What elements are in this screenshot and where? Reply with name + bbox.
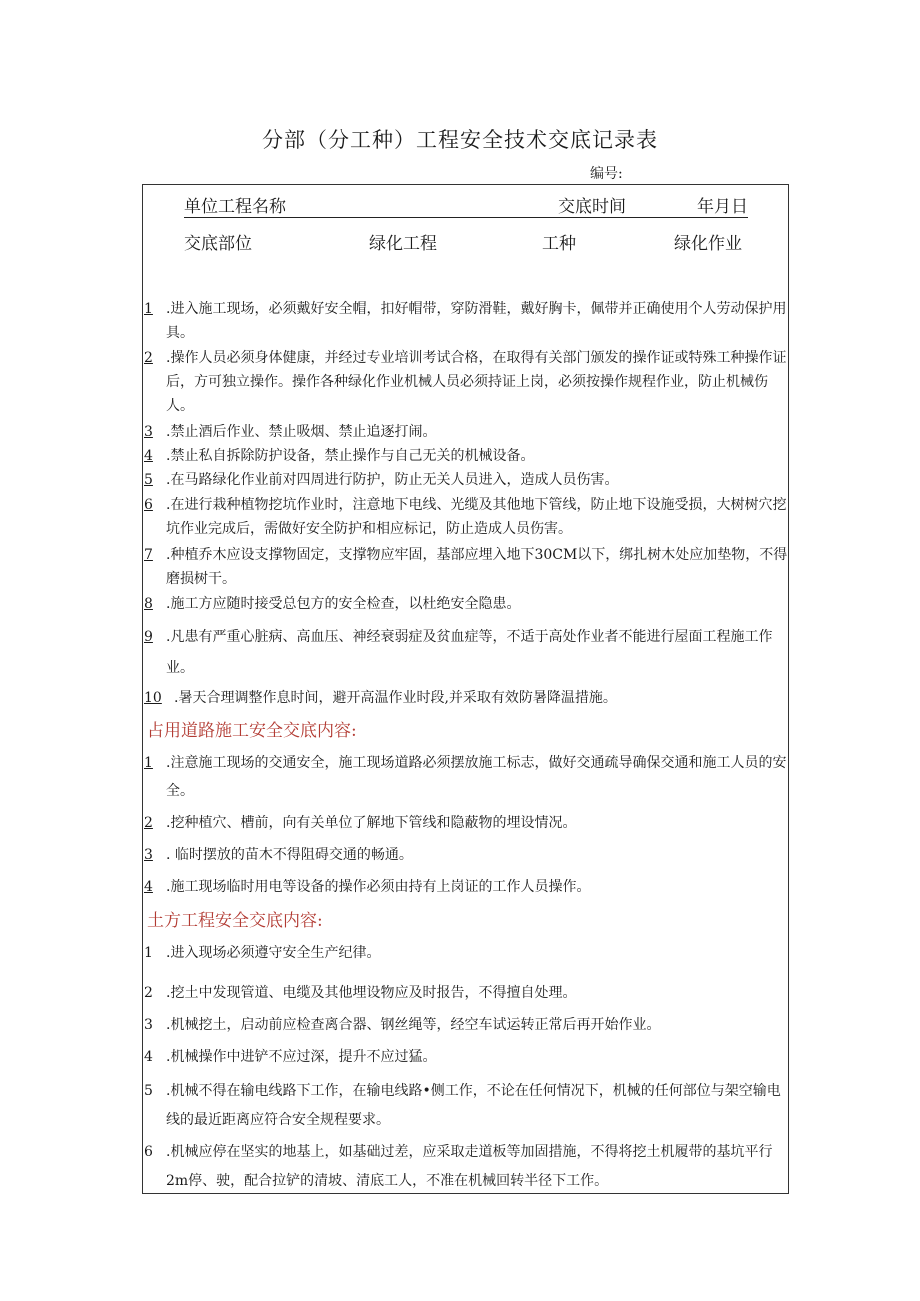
item-text: .机械操作中进铲不应过深，提升不应过猛。 — [166, 1049, 437, 1065]
item-text: .暑天合理调整作息时间，避开高温作业时段,并采取有效防暑降温措施。 — [174, 690, 617, 706]
item-number: 4 — [144, 879, 153, 895]
item-number: 2 — [144, 350, 153, 366]
earth-section-title: 土方工程安全交底内容: — [147, 911, 323, 931]
road-section-title: 占用道路施工安全交底内容: — [147, 721, 357, 741]
item-text: .注意施工现场的交通安全，施工现场道路必须摆放施工标志，做好交通疏导确保交通和施工人员的安全。 — [166, 755, 787, 799]
item-number: 4 — [144, 1049, 153, 1065]
date-label: 年月日 — [690, 192, 748, 218]
list-item — [144, 1077, 789, 1135]
item-text: .机械不得在输电线路下工作，在输电线路•侧工作，不论在任何情况下，机械的任何部位与架空输电线的最近距离应符合安全规程要求。 — [166, 1083, 781, 1128]
list-item — [144, 1138, 789, 1196]
item-number: 9 — [144, 629, 153, 645]
item-number: 2 — [144, 815, 153, 831]
item-number: 1 — [144, 301, 153, 317]
item-number: 4 — [144, 448, 153, 464]
list-item — [144, 1013, 789, 1037]
item-text: .挖种植穴、槽前，向有关单位了解地下管线和隐蔽物的埋设情况。 — [166, 815, 577, 831]
list-item — [144, 468, 789, 492]
item-number: 5 — [144, 1083, 153, 1099]
serial-number-label: 编号: — [590, 166, 623, 182]
item-text: .施工方应随时接受总包方的安全检查，以杜绝安全隐患。 — [166, 596, 521, 612]
item-text: .种植乔木应设支撑物固定，支撑物应牢固，基部应埋入地下30CM以下，绑扎树木处应加垫物，不得磨损树干。 — [166, 547, 788, 587]
list-item — [144, 875, 789, 899]
item-text: .凡患有严重心脏病、高血压、神经衰弱症及贫血症等，不适于高处作业者不能进行屋面工程施工作业。 — [166, 629, 773, 676]
item-number: 1 — [144, 945, 153, 961]
trade-label: 工种 — [542, 234, 576, 254]
list-item — [144, 941, 789, 965]
item-text: .禁止私自拆除防护设备，禁止操作与自己无关的机械设备。 — [166, 448, 535, 464]
item-number: 6 — [144, 497, 153, 513]
item-text: .操作人员必须身体健康，并经过专业培训考试合格，在取得有关部门颁发的操作证或特殊工种操作证后，方可独立操作。操作各种绿化作业机械人员必须持证上岗，必须按操作规程作业，防止机械伤人。 — [166, 350, 787, 414]
item-number: 5 — [144, 472, 153, 488]
list-item — [144, 686, 789, 710]
list-item — [144, 843, 789, 867]
time-label: 交底时间 — [558, 192, 690, 218]
item-number: 3 — [144, 424, 153, 440]
part-label: 交底部位 — [184, 234, 252, 254]
part-value: 绿化工程 — [369, 234, 437, 254]
item-text: .进入现场必须遵守安全生产纪律。 — [166, 945, 381, 961]
unit-name-label: 单位工程名称 — [184, 192, 558, 218]
list-item — [144, 420, 789, 444]
item-number: 7 — [144, 547, 153, 563]
item-number: 8 — [144, 596, 153, 612]
item-text: .在进行栽种植物挖坑作业时，注意地下电线、光缆及其他地下管线，防止地下设施受损，大树树穴挖坑作业完成后，需做好安全防护和相应标记，防止造成人员伤害。 — [166, 497, 787, 537]
item-text: .在马路绿化作业前对四周进行防护，防止无关人员进入，造成人员伤害。 — [166, 472, 619, 488]
item-text: . 临时摆放的苗木不得阻碍交通的畅通。 — [166, 847, 413, 863]
item-number: 6 — [144, 1144, 153, 1160]
item-number: 2 — [144, 985, 153, 1001]
item-number: 3 — [144, 1017, 153, 1033]
list-item — [144, 297, 789, 345]
item-text: .进入施工现场，必须戴好安全帽，扣好帽带，穿防滑鞋，戴好胸卡，佩带并正确使用个人劳动保护用具。 — [166, 301, 787, 341]
list-item — [144, 543, 789, 591]
item-text: .机械应停在坚实的地基上，如基础过差，应采取走道板等加固措施，不得将挖土机履带的基坑平行2m停、驶，配合拉铲的清坡、清底工人，不准在机械回转半径下工作。 — [166, 1144, 773, 1189]
list-item — [144, 346, 789, 418]
item-text: .施工现场临时用电等设备的操作必须由持有上岗证的工作人员操作。 — [166, 879, 591, 895]
list-item — [144, 622, 789, 684]
list-item — [144, 811, 789, 835]
item-number: 10 — [144, 690, 162, 706]
list-item — [144, 444, 789, 468]
list-item — [144, 493, 789, 541]
page-title: 分部（分工种）工程安全技术交底记录表 — [262, 128, 658, 152]
trade-value: 绿化作业 — [674, 234, 742, 254]
list-item — [144, 981, 789, 1005]
item-text: .禁止酒后作业、禁止吸烟、禁止追逐打闹。 — [166, 424, 437, 440]
list-item — [144, 749, 789, 805]
item-text: .挖土中发现管道、电缆及其他埋设物应及时报告，不得擅自处理。 — [166, 985, 577, 1001]
item-text: .机械挖土，启动前应检查离合器、钢丝绳等，经空车试运转正常后再开始作业。 — [166, 1017, 661, 1033]
list-item — [144, 592, 789, 616]
item-number: 1 — [144, 755, 153, 771]
list-item — [144, 1045, 789, 1069]
item-number: 3 — [144, 847, 153, 863]
